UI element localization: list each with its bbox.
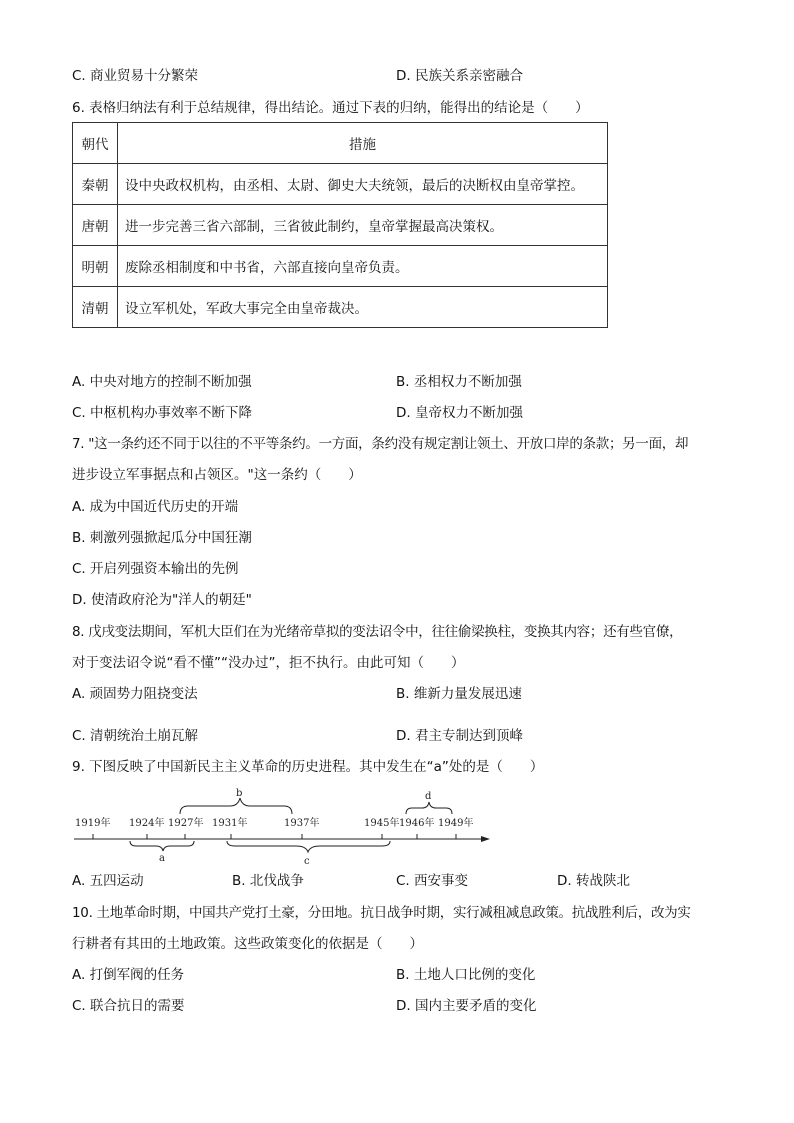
timeline-label-a: a bbox=[159, 853, 165, 864]
q9-option-a: A. 五四运动 bbox=[72, 873, 144, 889]
q8-option-b: B. 维新力量发展迅速 bbox=[396, 686, 522, 702]
q6-table bbox=[72, 122, 608, 328]
table-header-measures: 措施 bbox=[118, 123, 608, 164]
brace-c bbox=[227, 841, 390, 852]
table-cell-dynasty: 秦朝 bbox=[73, 164, 118, 205]
table-row bbox=[73, 246, 608, 287]
timeline-label-c: c bbox=[304, 856, 310, 866]
timeline-year-label: 1945年 bbox=[364, 818, 400, 829]
q9-stem: 9. 下图反映了中国新民主主义革命的历史进程。其中发生在“a”处的是（ ） bbox=[72, 759, 544, 775]
q6-option-d: D. 皇帝权力不断加强 bbox=[396, 405, 523, 421]
q7-stem-line2: 进步设立军事据点和占领区。"这一条约（ ） bbox=[72, 467, 362, 483]
q8-option-d: D. 君主专制达到顶峰 bbox=[396, 728, 523, 744]
brace-d bbox=[406, 802, 452, 814]
q7-option-d: D. 使清政府沦为"洋人的朝廷" bbox=[72, 592, 252, 608]
brace-b bbox=[180, 798, 292, 814]
q8-stem-line2: 对于变法诏令说“看不懂”“没办过”，拒不执行。由此可知（ ） bbox=[72, 655, 465, 671]
q9-option-d: D. 转战陕北 bbox=[557, 873, 630, 889]
q10-option-b: B. 土地人口比例的变化 bbox=[396, 967, 536, 983]
q5-option-c: C. 商业贸易十分繁荣 bbox=[72, 68, 199, 84]
brace-a bbox=[130, 841, 194, 851]
table-cell-measure: 废除丞相制度和中书省，六部直接向皇帝负责。 bbox=[118, 246, 608, 287]
table-cell-dynasty: 明朝 bbox=[73, 246, 118, 287]
q9-option-c: C. 西安事变 bbox=[396, 873, 469, 889]
q10-stem-line2: 行耕者有其田的土地政策。这些政策变化的依据是（ ） bbox=[72, 936, 423, 952]
table-header-dynasty: 朝代 bbox=[73, 123, 118, 164]
table-header-row bbox=[73, 123, 608, 164]
timeline-year-label: 1937年 bbox=[284, 818, 320, 829]
q10-option-c: C. 联合抗日的需要 bbox=[72, 998, 185, 1014]
timeline-year-label: 1927年 bbox=[168, 818, 204, 829]
q8-option-a: A. 顽固势力阻挠变法 bbox=[72, 686, 198, 702]
q10-option-d: D. 国内主要矛盾的变化 bbox=[396, 998, 537, 1014]
timeline-year-label: 1949年 bbox=[438, 818, 474, 829]
q8-option-c: C. 清朝统治土崩瓦解 bbox=[72, 728, 199, 744]
q10-option-a: A. 打倒军阀的任务 bbox=[72, 967, 185, 983]
q5-option-d: D. 民族关系亲密融合 bbox=[396, 68, 523, 84]
timeline-year-label: 1931年 bbox=[212, 818, 248, 829]
timeline-arrow-icon bbox=[481, 836, 490, 842]
timeline-label-b: b bbox=[236, 788, 243, 799]
table-cell-measure: 进一步完善三省六部制，三省彼此制约，皇帝掌握最高决策权。 bbox=[118, 205, 608, 246]
table-row bbox=[73, 164, 608, 205]
timeline-ticks bbox=[93, 834, 456, 839]
q6-option-b: B. 丞相权力不断加强 bbox=[396, 374, 522, 390]
timeline-year-label: 1924年 bbox=[129, 818, 165, 829]
table-row bbox=[73, 205, 608, 246]
q7-stem-line1: 7. "这一条约还不同于以往的不平等条约。一方面，条约没有规定割让领土、开放口岸的条款；另一面，却 bbox=[72, 436, 689, 452]
timeline-year-label: 1919年 bbox=[75, 818, 111, 829]
q7-option-a: A. 成为中国近代历史的开端 bbox=[72, 499, 239, 515]
q6-option-c: C. 中枢机构办事效率不断下降 bbox=[72, 405, 253, 421]
timeline-year-label: 1946年 bbox=[399, 818, 435, 829]
q9-timeline-diagram bbox=[70, 784, 500, 866]
q6-stem: 6. 表格归纳法有利于总结规律，得出结论。通过下表的归纳，能得出的结论是（ ） bbox=[72, 100, 589, 116]
table-cell-dynasty: 清朝 bbox=[73, 287, 118, 328]
q8-stem-line1: 8. 戊戌变法期间，军机大臣们在为光绪帝草拟的变法诏令中，往往偷梁换柱，变换其内容；还有些官僚， bbox=[72, 624, 683, 640]
q7-option-c: C. 开启列强资本输出的先例 bbox=[72, 561, 239, 577]
q6-option-a: A. 中央对地方的控制不断加强 bbox=[72, 374, 252, 390]
timeline-label-d: d bbox=[425, 791, 432, 802]
q7-option-b: B. 刺激列强掀起瓜分中国狂潮 bbox=[72, 530, 252, 546]
q9-option-b: B. 北伐战争 bbox=[232, 873, 304, 889]
q10-stem-line1: 10. 土地革命时期，中国共产党打土豪，分田地。抗日战争时期，实行减租减息政策。抗战胜利后，改为实 bbox=[72, 905, 691, 921]
table-cell-dynasty: 唐朝 bbox=[73, 205, 118, 246]
table-row bbox=[73, 287, 608, 328]
table-cell-measure: 设立军机处，军政大事完全由皇帝裁决。 bbox=[118, 287, 608, 328]
table-cell-measure: 设中央政权机构，由丞相、太尉、御史大夫统领，最后的决断权由皇帝掌控。 bbox=[118, 164, 608, 205]
